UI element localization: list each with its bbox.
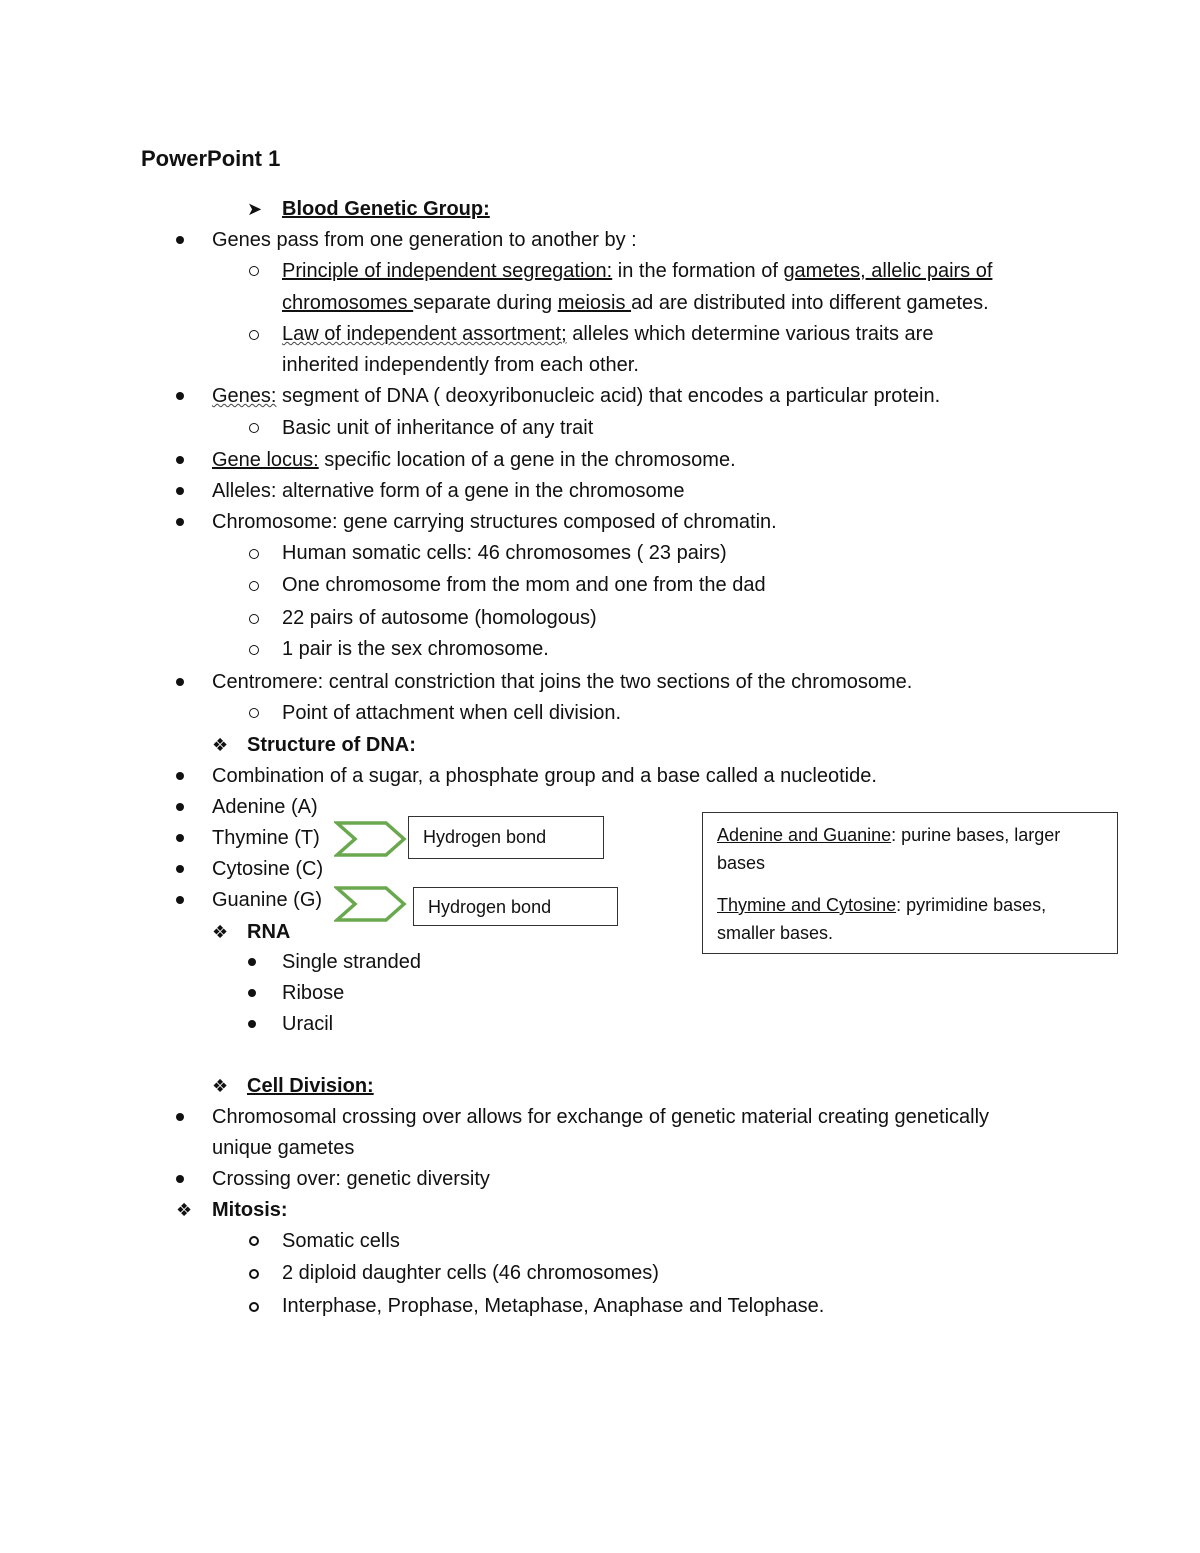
basic-unit-text: Basic unit of inheritance of any trait: [282, 417, 594, 439]
thymine-text: Thymine (T): [212, 827, 320, 849]
circle-bullet-icon: [249, 1236, 259, 1246]
centromere-text: Centromere: central constriction that joins the two sections of the chromosome.: [212, 671, 913, 693]
bullet-icon: [176, 392, 184, 400]
gene-locus-definition: [212, 447, 736, 473]
rna-item: Uracil: [282, 1013, 334, 1035]
bullet-icon: [176, 803, 184, 811]
pyrimidine-note: [717, 891, 1103, 947]
law-label: Law of independent assortment;: [282, 323, 567, 345]
rna-item: Ribose: [282, 982, 345, 1004]
bullet-icon: [248, 1020, 256, 1028]
crossing-line-2: unique gametes: [212, 1137, 355, 1159]
principle-link: gametes, allelic pairs of: [783, 260, 993, 282]
principle-line-2: [282, 290, 989, 316]
principle-line-1: [282, 258, 992, 284]
bullet-icon: [176, 896, 184, 904]
blood-group-heading: Blood Genetic Group:: [282, 198, 490, 220]
genes-definition: [212, 383, 940, 409]
chevron-arrow-icon: [334, 820, 408, 858]
principle-text-b: separate during: [413, 292, 558, 314]
principle-meiosis: meiosis: [557, 292, 632, 314]
guanine-text: Guanine (G): [212, 889, 323, 911]
attachment-text: Point of attachment when cell division.: [282, 702, 622, 724]
somatic-text: Human somatic cells: 46 chromosomes ( 23 pairs): [282, 542, 727, 564]
circle-bullet-icon: [249, 330, 259, 340]
page-title: PowerPoint 1: [141, 146, 281, 171]
genes-pass-text: Genes pass from one generation to another by :: [212, 229, 637, 251]
locus-label: Gene locus:: [212, 449, 319, 471]
principle-text-c: ad are distributed into different gametes.: [631, 292, 989, 314]
law-text-a: alleles which determine various traits are: [566, 323, 934, 345]
diamond-bullet-icon: ❖: [212, 1076, 229, 1096]
autosome-text: 22 pairs of autosome (homologous): [282, 607, 597, 629]
circle-bullet-icon: [249, 1269, 259, 1279]
purine-note: [717, 821, 1103, 877]
circle-bullet-icon: [249, 549, 259, 559]
diversity-text: Crossing over: genetic diversity: [212, 1168, 490, 1190]
crossing-line-1: Chromosomal crossing over allows for exchange of genetic material creating genetically: [212, 1106, 990, 1128]
mitosis-item: Interphase, Prophase, Metaphase, Anaphase and Telophase.: [282, 1295, 825, 1317]
bullet-icon: [176, 518, 184, 526]
dna-heading: Structure of DNA:: [247, 734, 416, 756]
law-line-1: [282, 321, 933, 347]
law-line-2: inherited independently from each other.: [282, 354, 639, 376]
rna-heading: RNA: [247, 921, 291, 943]
purine-text: : purine bases, larger bases: [717, 825, 1061, 873]
pyrimidine-text: : pyrimidine bases, smaller bases.: [717, 895, 1047, 943]
bullet-icon: [176, 1175, 184, 1183]
rna-item: Single stranded: [282, 951, 421, 973]
purine-label: Adenine and Guanine: [717, 825, 892, 845]
arrowhead-bullet-icon: ➤: [247, 199, 263, 219]
chevron-arrow-icon: [334, 885, 408, 923]
bullet-icon: [176, 834, 184, 842]
genes-text: segment of DNA ( deoxyribonucleic acid) that encodes a particular protein.: [276, 385, 941, 407]
bullet-icon: [248, 989, 256, 997]
diamond-bullet-icon: ❖: [212, 922, 229, 942]
circle-bullet-icon: [249, 266, 259, 276]
bullet-icon: [176, 865, 184, 873]
circle-bullet-icon: [249, 581, 259, 591]
locus-text: specific location of a gene in the chromosome.: [318, 449, 736, 471]
circle-bullet-icon: [249, 645, 259, 655]
bases-info-box: [702, 812, 1118, 954]
bullet-icon: [176, 456, 184, 464]
diamond-bullet-icon: ❖: [212, 735, 229, 755]
bullet-icon: [176, 772, 184, 780]
chromosome-text: Chromosome: gene carrying structures composed of chromatin.: [212, 511, 777, 533]
pyrimidine-label: Thymine and Cytosine: [717, 895, 897, 915]
circle-bullet-icon: [249, 1302, 259, 1312]
cytosine-text: Cytosine (C): [212, 858, 324, 880]
hydrogen-bond-box: Hydrogen bond: [408, 816, 604, 859]
combination-text: Combination of a sugar, a phosphate group and a base called a nucleotide.: [212, 765, 877, 787]
circle-bullet-icon: [249, 708, 259, 718]
bullet-icon: [176, 236, 184, 244]
cell-division-heading: Cell Division:: [247, 1075, 374, 1097]
bullet-icon: [176, 1113, 184, 1121]
mitosis-item: Somatic cells: [282, 1230, 400, 1252]
circle-bullet-icon: [249, 423, 259, 433]
mitosis-item: 2 diploid daughter cells (46 chromosomes): [282, 1262, 659, 1284]
principle-label: Principle of independent segregation:: [282, 260, 613, 282]
sex-chromosome-text: 1 pair is the sex chromosome.: [282, 638, 549, 660]
adenine-text: Adenine (A): [212, 796, 318, 818]
genes-label: Genes:: [212, 385, 277, 407]
bullet-icon: [176, 678, 184, 686]
principle-text-a: in the formation of: [612, 260, 784, 282]
principle-link-b: chromosomes: [282, 292, 414, 314]
alleles-text: Alleles: alternative form of a gene in the chromosome: [212, 480, 685, 502]
mom-dad-text: One chromosome from the mom and one from the dad: [282, 574, 766, 596]
mitosis-heading: Mitosis:: [212, 1199, 288, 1221]
diamond-bullet-icon: ❖: [176, 1200, 193, 1220]
circle-bullet-icon: [249, 614, 259, 624]
hydrogen-bond-box: Hydrogen bond: [413, 887, 618, 926]
bullet-icon: [248, 958, 256, 966]
bullet-icon: [176, 487, 184, 495]
